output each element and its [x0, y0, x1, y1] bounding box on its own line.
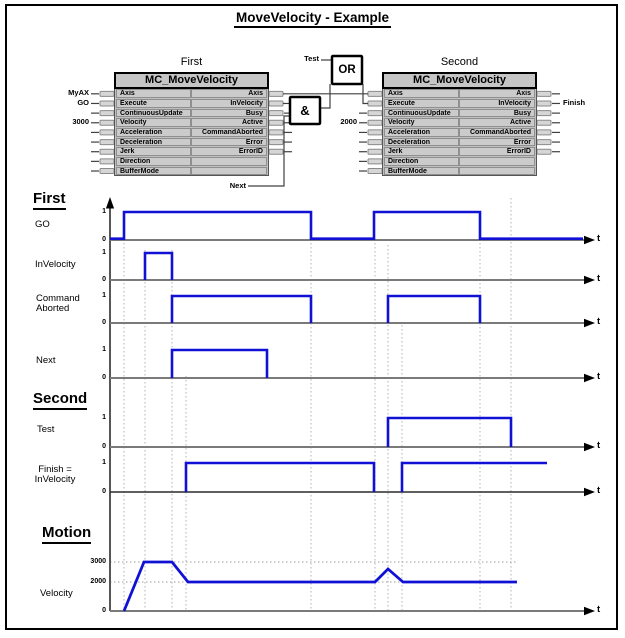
fb-pin-cell-input: Axis — [116, 89, 191, 98]
fb-pin-value-label: Finish — [563, 97, 586, 107]
signal-label: InVelocity — [35, 259, 76, 270]
fb-pin-cell-input: Jerk — [384, 147, 459, 156]
fb-pin-cell-output: Error — [459, 138, 535, 147]
time-axis-label: t — [597, 233, 601, 244]
next-wire-label: Next — [229, 180, 246, 190]
time-axis-label: t — [597, 316, 601, 327]
fb-pin-cell-output — [459, 157, 535, 166]
level-tick-1: 1 — [102, 249, 106, 256]
fb-pin-cell-output: ErrorID — [191, 147, 267, 156]
fb-pin-cell-input: Jerk — [116, 147, 191, 156]
level-tick-1: 1 — [102, 208, 106, 215]
time-axis-label: t — [597, 485, 601, 496]
fb-pin-cell-output: Busy — [191, 109, 267, 118]
fb-pin-cell-output: Active — [191, 118, 267, 127]
fb-pin-cell-input: Direction — [116, 157, 191, 166]
fb-pin-cell-input: Velocity — [116, 118, 191, 127]
signal-label — [36, 294, 80, 315]
level-tick-1: 1 — [102, 459, 106, 466]
fb-pin-cell-output: CommandAborted — [191, 128, 267, 137]
level-tick-0: 0 — [102, 318, 106, 326]
section-heading: First — [33, 190, 66, 210]
fb-block-header: MC_MoveVelocity — [382, 72, 537, 89]
fb-pin-cell-input: Direction — [384, 157, 459, 166]
fb-pin-cell-input: Deceleration — [116, 138, 191, 147]
fb-pin-cell-input: BufferMode — [384, 167, 459, 176]
fb-instance-label: First — [180, 56, 203, 68]
fb-instance-label: Second — [440, 56, 479, 68]
signal-label: Test — [37, 424, 55, 435]
signal-label-line: Finish = — [38, 464, 72, 475]
signal-label — [26, 465, 84, 486]
time-axis-label: t — [597, 273, 601, 284]
level-tick-0: 0 — [102, 373, 106, 381]
section-heading: Second — [33, 390, 87, 410]
fb-pin-cell-input: Acceleration — [116, 128, 191, 137]
time-axis-label: t — [597, 371, 601, 382]
signal-label: GO — [35, 219, 50, 230]
fb-pin-cell-input: Velocity — [384, 118, 459, 127]
fb-pin-value-label: MyAX — [68, 88, 89, 98]
fb-pin-cell-input: BufferMode — [116, 167, 191, 176]
fb-pin-cell-input: Axis — [384, 89, 459, 98]
fb-pin-cell-input: ContinuousUpdate — [116, 109, 191, 118]
or-gate-label: OR — [338, 64, 356, 76]
fb-pin-cell-output — [191, 167, 267, 176]
velocity-tick: 0 — [102, 606, 106, 614]
fb-pin-cell-output — [459, 167, 535, 176]
signal-label: Next — [36, 355, 56, 366]
test-wire-label: Test — [304, 54, 319, 63]
fb-pin-cell-output: Busy — [459, 109, 535, 118]
signal-label-line: Aborted — [36, 303, 70, 315]
level-tick-0: 0 — [102, 487, 106, 495]
section-heading: Motion — [42, 524, 91, 544]
fb-pin-value-label: 2000 — [340, 117, 357, 127]
fb-pin-cell-output: Error — [191, 138, 267, 147]
fb-pin-cell-input: Execute — [384, 99, 459, 108]
fb-pin-cell-output: InVelocity — [459, 99, 535, 108]
fb-pin-value-label: 3000 — [72, 117, 89, 127]
fb-pin-cell-output: ErrorID — [459, 147, 535, 156]
signal-label-line: InVelocity — [34, 474, 76, 486]
fb-pin-value-label: GO — [77, 97, 89, 107]
velocity-tick: 3000 — [90, 557, 106, 565]
fb-pin-cell-output: InVelocity — [191, 99, 267, 108]
fb-pin-cell-output: Axis — [191, 89, 267, 98]
fb-pin-cell-output: CommandAborted — [459, 128, 535, 137]
level-tick-1: 1 — [102, 414, 106, 421]
fb-pin-cell-output: Active — [459, 118, 535, 127]
signal-label-line: Command — [36, 293, 80, 304]
signal-label: Velocity — [40, 588, 73, 599]
fb-block-header: MC_MoveVelocity — [114, 72, 269, 89]
level-tick-1: 1 — [102, 292, 106, 299]
fb-pin-cell-output — [191, 157, 267, 166]
and-gate-label: & — [300, 103, 310, 118]
time-axis-label: t — [597, 604, 601, 615]
fb-pin-cell-output: Axis — [459, 89, 535, 98]
velocity-tick: 2000 — [90, 577, 106, 585]
level-tick-0: 0 — [102, 275, 106, 283]
page-title-text: MoveVelocity - Example — [234, 10, 391, 28]
fb-pin-cell-input: Acceleration — [384, 128, 459, 137]
level-tick-1: 1 — [102, 346, 106, 353]
fb-pin-cell-input: Deceleration — [384, 138, 459, 147]
level-tick-0: 0 — [102, 235, 106, 243]
fb-pin-cell-input: Execute — [116, 99, 191, 108]
time-axis-label: t — [597, 440, 601, 451]
level-tick-0: 0 — [102, 442, 106, 450]
fb-pin-cell-input: ContinuousUpdate — [384, 109, 459, 118]
